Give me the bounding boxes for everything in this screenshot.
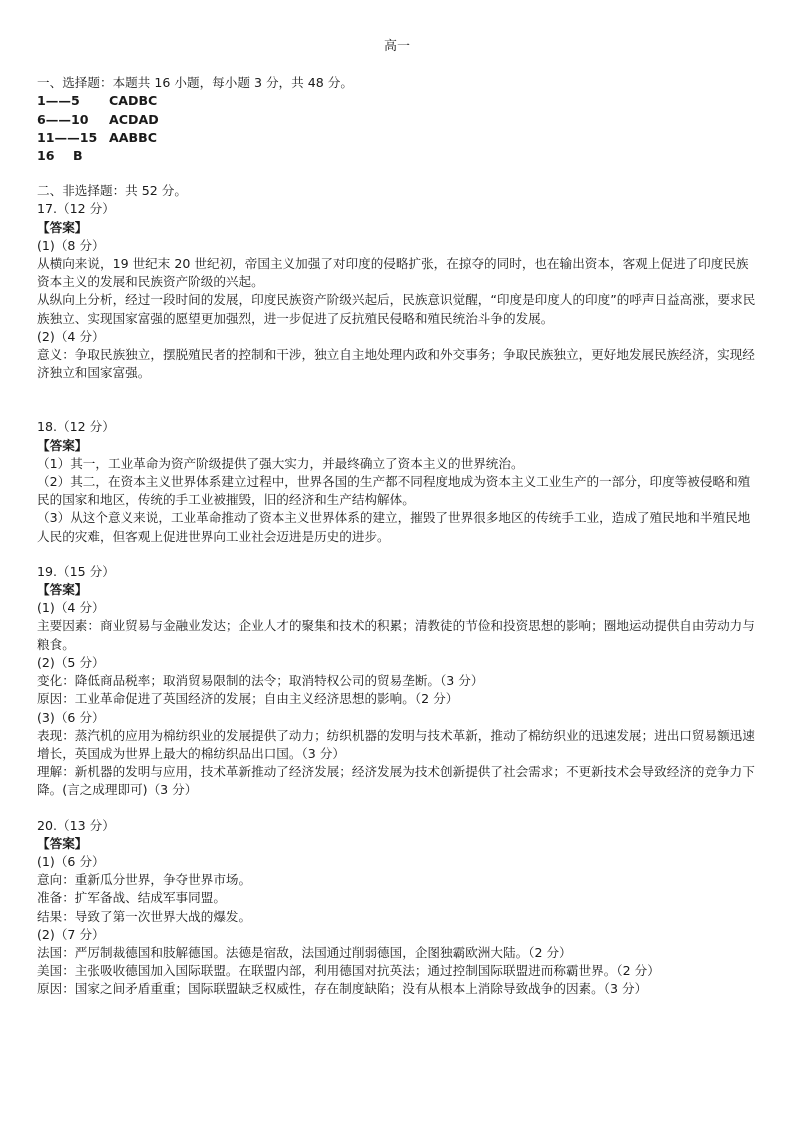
answer-paragraph: 原因：工业革命促进了英国经济的发展；自由主义经济思想的影响。（2 分） [37,691,459,707]
question-18 [37,418,757,545]
answer-paragraph: （1）其一，工业革命为资产阶级提供了强大实力，并最终确立了资本主义的世界统治。 [37,455,524,471]
mcq-range: 11——15 [37,129,98,145]
subquestion-label: (2)（4 分） [37,328,105,344]
question-number: 17.（12 分） [37,201,115,217]
answer-paragraph: （2）其二，在资本主义世界体系建立过程中，世界各国的生产都不同程度地成为资本主义工业生产的一部分，印度等被侵略和殖民的国家和地区，传统的手工业被摧毁，旧的经济和生产结构解体。 [37,474,751,508]
answer-paragraph: 意义：争取民族独立，摆脱殖民者的控制和干涉，独立自主地处理内政和外交事务；争取民族独立，更好地发展民族经济，实现经济独立和国家富强。 [37,347,755,381]
mcq-answers: CADBC [109,93,158,109]
answer-paragraph: 从纵向上分析，经过一段时间的发展，印度民族资产阶级兴起后，民族意识觉醒，“印度是印度人的印度”的呼声日益高涨，要求民族独立、实现国家富强的愿望更加强烈，进一步促进了反抗殖民侵略和殖民统治斗争的发展。 [37,292,756,326]
answer-tag: 【答案】 [37,582,88,598]
answer-paragraph: 美国：主张吸收德国加入国际联盟。在联盟内部，利用德国对抗英法；通过控制国际联盟进而称霸世界。（2 分） [37,963,660,979]
question-17 [37,200,757,382]
question-number: 18.（12 分） [37,419,115,435]
mcq-range: 1——5 [37,93,80,109]
part2-heading: 二、非选择题：共 52 分。 [37,183,187,199]
question-20 [37,817,757,999]
answer-tag: 【答案】 [37,437,88,453]
subquestion-label: (2)（7 分） [37,926,105,942]
answer-paragraph: （3）从这个意义来说，工业革命推动了资本主义世界体系的建立，摧毁了世界很多地区的传统手工业，造成了殖民地和半殖民地人民的灾难，但客观上促进世界向工业社会迈进是历史的进步。 [37,510,751,544]
answer-paragraph: 法国：严厉制裁德国和肢解德国。法德是宿敌，法国通过削弱德国，企图独霸欧洲大陆。（2 分） [37,944,572,960]
answer-paragraph: 意向：重新瓜分世界，争夺世界市场。 [37,872,252,888]
answer-paragraph: 准备：扩军备战、结成军事同盟。 [37,890,226,906]
mcq-row [37,147,757,165]
mcq-row [37,129,757,147]
answer-paragraph: 理解：新机器的发明与应用，技术革新推动了经济发展；经济发展为技术创新提供了社会需求；不更新技术会导致经济的竞争力下降。(言之成理即可)（3 分） [37,764,755,798]
mcq-range: 16 [37,148,55,164]
part1-heading: 一、选择题：本题共 16 小题，每小题 3 分，共 48 分。 [37,75,353,91]
answer-paragraph: 结果：导致了第一次世界大战的爆发。 [37,908,252,924]
subquestion-label: (1)（6 分） [37,853,105,869]
spacer [37,382,757,418]
answer-paragraph: 主要因素：商业贸易与金融业发达；企业人才的聚集和技术的积累；清教徒的节俭和投资思想的影响；圈地运动提供自由劳动力与粮食。 [37,618,755,652]
answer-paragraph: 变化：降低商品税率；取消贸易限制的法令；取消特权公司的贸易垄断。（3 分） [37,673,484,689]
answer-paragraph: 从横向来说，19 世纪末 20 世纪初，帝国主义加强了对印度的侵略扩张，在掠夺的同时，也在输出资本，客观上促进了印度民族资本主义的发展和民族资产阶级的兴起。 [37,256,749,290]
spacer [37,546,757,563]
subquestion-label: (3)（6 分） [37,709,105,725]
mcq-row [37,111,757,129]
answer-paragraph: 原因：国家之间矛盾重重；国际联盟缺乏权威性，存在制度缺陷；没有从根本上消除导致战争的因素。（3 分） [37,981,648,997]
spacer [37,165,757,182]
mcq-answers: B [73,148,83,164]
mcq-answers: ACDAD [109,111,159,127]
mcq-range: 6——10 [37,111,89,127]
subquestion-label: (1)（4 分） [37,600,105,616]
answer-paragraph: 表现：蒸汽机的应用为棉纺织业的发展提供了动力；纺织机器的发明与技术革新，推动了棉纺织业的迅速发展；进出口贸易额迅速增长，英国成为世界上最大的棉纺织品出口国。（3 分） [37,727,755,761]
mcq-answers: AABBC [109,129,157,145]
question-19 [37,563,757,800]
subquestion-label: (1)（8 分） [37,237,105,253]
page-title: 高一 [383,39,410,54]
answer-tag: 【答案】 [37,835,88,851]
spacer [37,800,757,817]
question-number: 19.（15 分） [37,563,115,579]
mcq-row [37,92,757,110]
part2-section [37,182,757,998]
answer-sheet [37,38,757,999]
part1-section [37,74,757,165]
subquestion-label: (2)（5 分） [37,654,105,670]
answer-tag: 【答案】 [37,219,88,235]
question-number: 20.（13 分） [37,817,115,833]
